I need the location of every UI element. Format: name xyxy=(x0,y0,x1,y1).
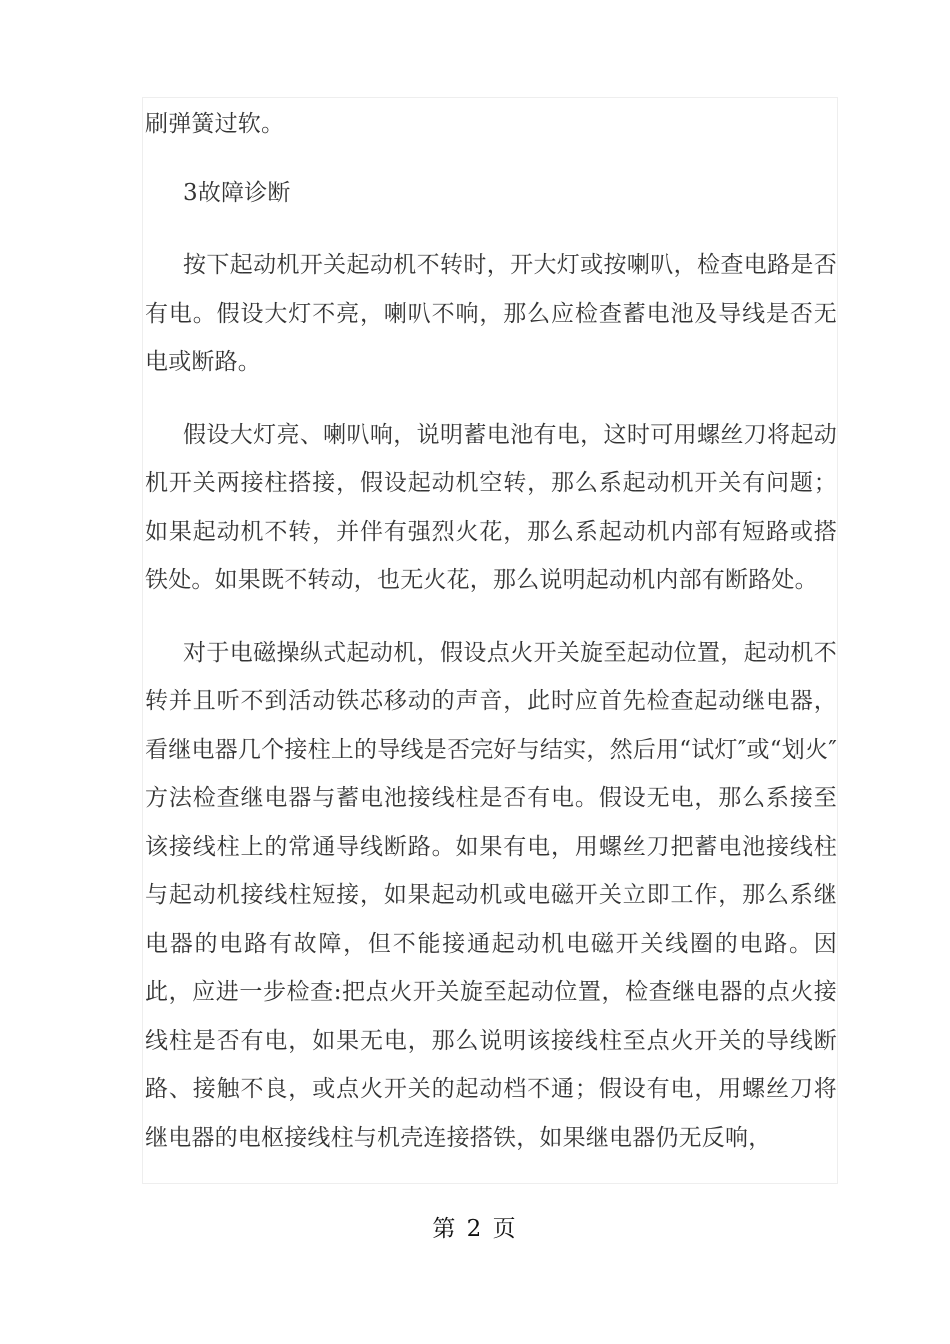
paragraph: 假设大灯亮、喇叭响，说明蓄电池有电，这时可用螺丝刀将起动机开关两接柱搭接，假设起动机空转，那么系起动机开关有问题；如果起动机不转，并伴有强烈火花，那么系起动机内部有短路或搭铁处。如果既不转动，也无火花，那么说明起动机内部有断路处。 xyxy=(145,421,837,593)
paragraph: 按下起动机开关起动机不转时，开大灯或按喇叭，检查电路是否有电。假设大灯不亮，喇叭不响，那么应检查蓄电池及导线是否无电或断路。 xyxy=(145,252,837,375)
page-number: 第 2 页 xyxy=(432,1216,518,1242)
section-heading: 3故障诊断 xyxy=(183,179,291,206)
document-body xyxy=(145,100,837,1186)
paragraph: 对于电磁操纵式起动机，假设点火开关旋至起动位置，起动机不转并且听不到活动铁芯移动的声音，此时应首先检查起动继电器，看继电器几个接柱上的导线是否完好与结实，然后用“试灯″或“划火″方法检查继电器与蓄电池接线柱是否有电。假设无电，那么系接至该接线柱上的常通导线断路。如果有电，用螺丝刀把蓄电池接线柱与起动机接线柱短接，如果起动机或电磁开关立即工作，那么系继电器的电路有故障，但不能接通起动机电磁开关线圈的电路。因此，应进一步检查:把点火开关旋至起动位置，检查继电器的点火接线柱是否有电，如果无电，那么说明该接线柱至点火开关的导线断路、接触不良，或点火开关的起动档不通；假设有电，用螺丝刀将继电器的电枢接线柱与机壳连接搭铁，如果继电器仍无反响， xyxy=(145,639,837,1151)
paragraph-continuation: 刷弹簧过软。 xyxy=(145,111,285,137)
